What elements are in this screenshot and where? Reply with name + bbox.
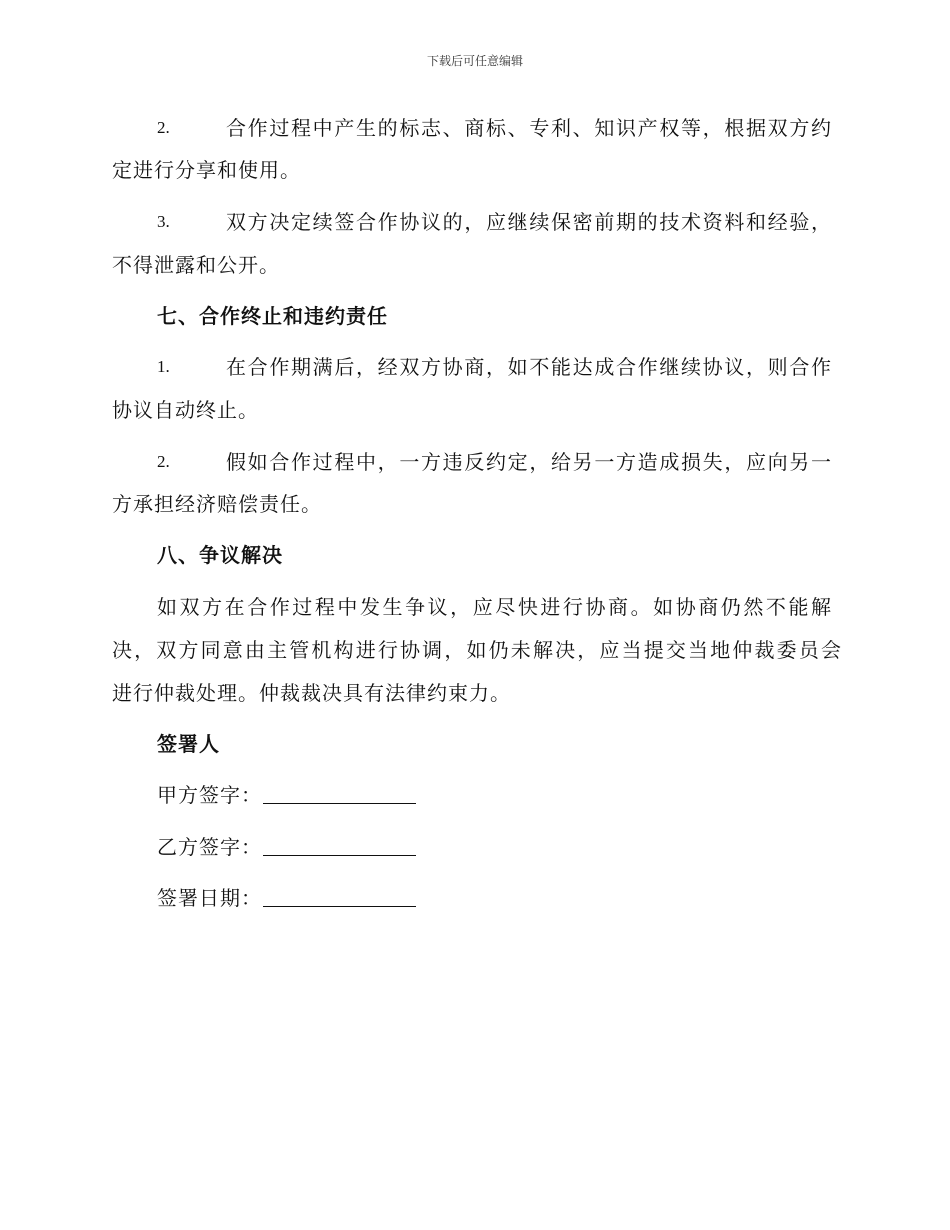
page-header: 下载后可任意编辑 [426,54,523,68]
paragraph-line [226,114,832,142]
section-heading: 七、合作终止和违约责任 [157,304,388,328]
paragraph-line [226,353,832,381]
item-number: 2. [157,118,170,137]
paragraph-text: 合作过程中产生的标志、商标、专利、知识产权等，根据双方约 [226,116,832,140]
paragraph-line [226,208,832,236]
signing-date-label: 签署日期： [157,886,262,910]
signatories-heading: 签署人 [157,732,220,756]
paragraph-text: 在合作期满后，经双方协商，如不能达成合作继续协议，则合作 [226,355,832,379]
signing-date-line [263,906,416,907]
party-b-signature-label: 乙方签字： [157,835,262,859]
party-a-signature-line [263,803,416,804]
paragraph-line: 定进行分享和使用。 [112,158,301,182]
section-heading: 八、争议解决 [157,543,283,567]
paragraph-line: 进行仲裁处理。仲裁裁决具有法律约束力。 [112,681,511,705]
item-number: 1. [157,357,170,376]
paragraph-line: 方承担经济赔偿责任。 [112,492,322,516]
paragraph-line: 协议自动终止。 [112,398,259,422]
paragraph-line [226,448,832,476]
paragraph-line [112,636,842,664]
item-number: 2. [157,452,170,471]
paragraph-text: 决，双方同意由主管机构进行协调，如仍未解决，应当提交当地仲裁委员会 [112,638,842,662]
party-a-signature-label: 甲方签字： [157,783,262,807]
paragraph-line [157,593,832,621]
party-b-signature-line [263,855,416,856]
paragraph-line: 不得泄露和公开。 [112,253,280,277]
paragraph-text: 假如合作过程中，一方违反约定，给另一方造成损失，应向另一 [226,450,832,474]
paragraph-text: 如双方在合作过程中发生争议，应尽快进行协商。如协商仍然不能解 [157,595,832,619]
paragraph-text: 双方决定续签合作协议的，应继续保密前期的技术资料和经验， [226,210,832,234]
item-number: 3. [157,212,170,231]
